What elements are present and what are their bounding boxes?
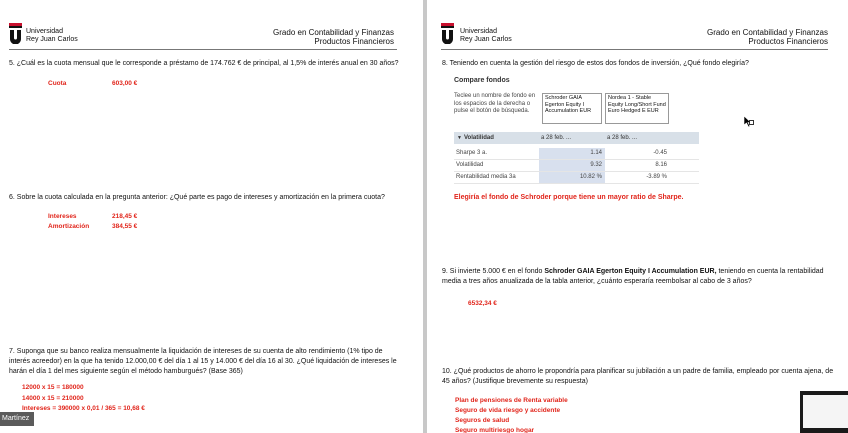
university-line-2: Rey Juan Carlos [460, 36, 512, 43]
q7-calc-line-1: 12000 x 15 = 180000 [22, 384, 84, 391]
q9-prefix: 9. Si invierte 5.000 € en el fondo [442, 268, 545, 275]
header-divider [9, 49, 397, 50]
thumbnail-screen [803, 395, 848, 428]
course-title: Grado en Contabilidad y Finanzas [273, 28, 394, 37]
course-title: Grado en Contabilidad y Finanzas [707, 28, 828, 37]
course-subject: Productos Financieros [314, 37, 394, 46]
video-thumbnail[interactable] [800, 391, 848, 433]
table-row [454, 148, 699, 160]
question-6: 6. Sobre la cuota calculada en la pregunta anterior: ¿Qué parte es pago de intereses y amortización en la primera cuota? [9, 194, 385, 201]
question-5: 5. ¿Cuál es la cuota mensual que le corresponde a préstamo de 174.762 € de principal, al 1,5% de interés anual en 30 años? [9, 60, 399, 67]
row-value-fund1: 9.32 [539, 160, 605, 171]
q5-answer-label: Cuota [48, 80, 67, 87]
q10-answer-3: Seguros de salud [455, 417, 510, 424]
document-page-left [0, 0, 423, 433]
question-9 [442, 267, 837, 287]
fund-1-input[interactable]: Schroder GAIA Egerton Equity I Accumulation EUR [542, 93, 602, 124]
table-row [454, 160, 699, 172]
q6-amortization-value: 384,55 € [112, 223, 138, 230]
q6-amortization-label: Amortización [48, 223, 90, 230]
q6-interest-value: 218,45 € [112, 213, 138, 220]
table-row [454, 172, 699, 184]
row-label: Rentabilidad media 3a [456, 174, 516, 180]
table-header-col2: a 28 feb. ... [607, 135, 638, 141]
course-subject: Productos Financieros [748, 37, 828, 46]
q9-answer: 6532,34 € [468, 300, 497, 307]
compare-description: Teclee un nombre de fondo en los espacios de la derecha o pulse el botón de búsqueda. [454, 93, 536, 114]
participant-name-tag: Martínez [0, 412, 34, 426]
q7-calc-line-3: Intereses = 390000 x 0,01 / 365 = 10,68 € [22, 405, 145, 412]
row-value-fund2: -3.89 % [646, 174, 667, 180]
row-value-fund1: 10.82 % [539, 172, 605, 183]
fund-2-input[interactable]: Nordea 1 - Stable Equity Long/Short Fund Euro Hedged E EUR [605, 93, 669, 124]
q8-answer: Elegiría el fondo de Schroder porque tiene un mayor ratio de Sharpe. [454, 194, 684, 201]
row-value-fund1: 1.14 [539, 148, 605, 159]
q5-answer-value: 603,00 € [112, 80, 138, 87]
university-name [460, 28, 512, 44]
question-8: 8. Teniendo en cuenta la gestión del riesgo de estos dos fondos de inversión, ¿Qué fondo elegiría? [442, 60, 749, 67]
university-line-1: Universidad [26, 28, 63, 35]
q9-suffix: teniendo en cuenta la rentabilidad media a tres años anualizada de la tabla anterior, ¿cuánto esperaría reembolsar al cabo de 3 años? [442, 268, 824, 285]
compare-title: Compare fondos [454, 77, 510, 84]
row-value-fund2: -0.45 [653, 150, 667, 156]
chevron-down-icon: ▼ [457, 135, 462, 141]
question-7: 7. Suponga que su banco realiza mensualmente la liquidación de intereses de su cuenta de alto rendimiento (1% tipo de interés acreedor) en la que ha tenido 12.000,00 € del día 1 al 15 y 14.000 € del día 16 al 30. ¿Qué liquidación de intereses le harán el día 1 del mes siguiente según el método hamburgués? (Base 365) [9, 348, 397, 375]
course-header [273, 28, 394, 46]
table-header-label: Volatilidad [464, 135, 494, 141]
header-divider [441, 49, 828, 50]
document-page-right [427, 0, 848, 433]
university-name [26, 28, 78, 44]
course-header [707, 28, 828, 46]
q10-answer-4: Seguro multiriesgo hogar [455, 427, 535, 433]
university-logo-icon [441, 23, 454, 44]
table-header[interactable] [454, 132, 699, 144]
table-header-col1: a 28 feb. ... [541, 135, 572, 141]
row-label: Volatilidad [456, 162, 484, 168]
question-10: 10. ¿Qué productos de ahorro le propondría para planificar su jubilación a un padre de familia, empleado por cuenta ajena, de 45 años? (Justifique brevemente su respuesta) [442, 368, 834, 385]
cursor-icon [744, 116, 754, 128]
q9-fund-name: Schroder GAIA Egerton Equity I Accumulation EUR, [544, 268, 717, 275]
row-label: Sharpe 3 a. [456, 150, 488, 156]
q10-answer-2: Seguro de vida riesgo y accidente [455, 407, 561, 414]
compare-funds-widget [454, 77, 699, 187]
row-value-fund2: 8.16 [655, 162, 667, 168]
q10-answer-1: Plan de pensiones de Renta variable [455, 397, 568, 404]
q6-interest-label: Intereses [48, 213, 77, 220]
university-line-2: Rey Juan Carlos [26, 36, 78, 43]
university-line-1: Universidad [460, 28, 497, 35]
q7-calc-line-2: 14000 x 15 = 210000 [22, 395, 84, 402]
university-logo-icon [9, 23, 22, 44]
